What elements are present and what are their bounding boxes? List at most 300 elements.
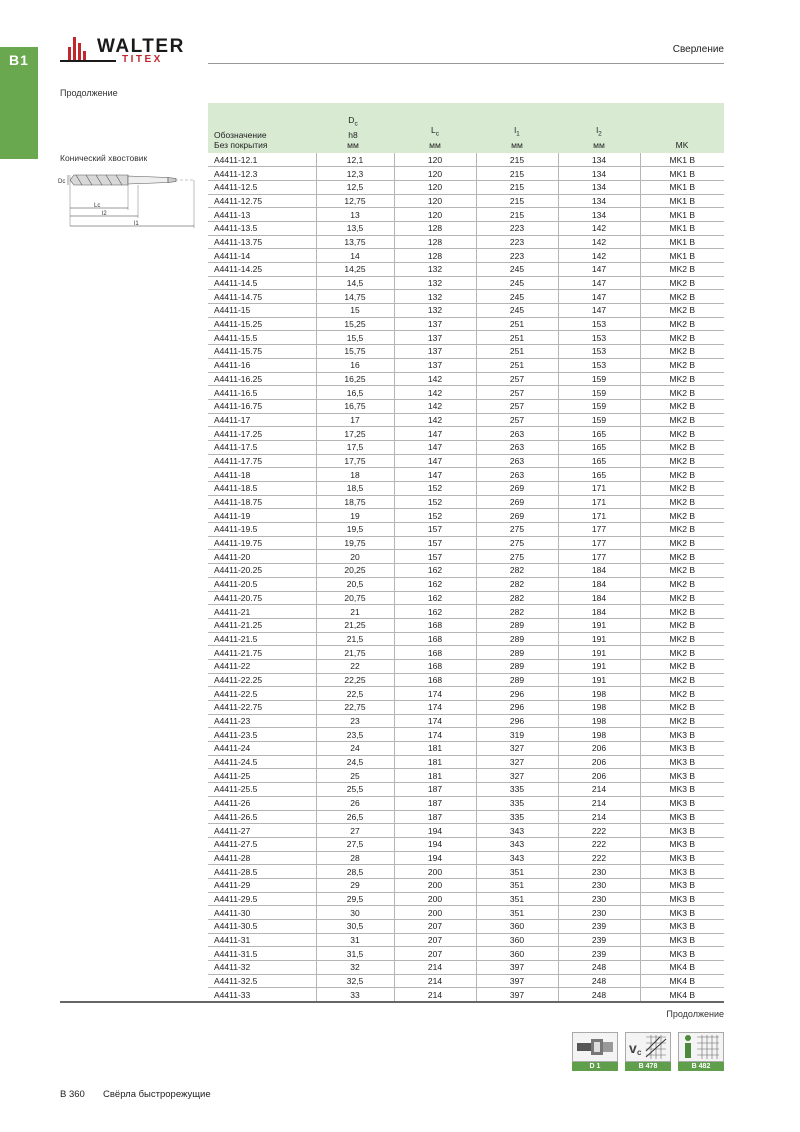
table-row — [208, 906, 724, 920]
lc-cell: 162 — [394, 564, 476, 578]
mk-cell: MK3 B — [640, 933, 724, 947]
l1-cell: 397 — [476, 974, 558, 988]
l2-cell: 147 — [558, 276, 640, 290]
mk-cell: MK3 B — [640, 824, 724, 838]
designation-cell: A4411-17.25 — [208, 427, 316, 441]
designation-cell: A4411-13.75 — [208, 235, 316, 249]
table-row — [208, 974, 724, 988]
l2-cell: 153 — [558, 345, 640, 359]
l1-cell: 335 — [476, 810, 558, 824]
l1-cell: 275 — [476, 536, 558, 550]
l2-cell: 165 — [558, 440, 640, 454]
lc-cell: 174 — [394, 701, 476, 715]
mk-cell: MK2 B — [640, 276, 724, 290]
l1-cell: 335 — [476, 796, 558, 810]
table-bottom-rule — [60, 1001, 724, 1003]
lc-cell: 168 — [394, 618, 476, 632]
designation-cell: A4411-27 — [208, 824, 316, 838]
mk-cell: MK2 B — [640, 618, 724, 632]
table-row — [208, 783, 724, 797]
l1-cell: 289 — [476, 618, 558, 632]
ref-info[interactable] — [678, 1032, 724, 1071]
designation-cell: A4411-12.1 — [208, 153, 316, 167]
lc-cell: 147 — [394, 440, 476, 454]
l2-cell: 142 — [558, 235, 640, 249]
designation-cell: A4411-19 — [208, 509, 316, 523]
mk-cell: MK2 B — [640, 468, 724, 482]
designation-cell: A4411-24.5 — [208, 755, 316, 769]
l2-cell: 134 — [558, 194, 640, 208]
designation-cell: A4411-31.5 — [208, 947, 316, 961]
dc-cell: 15,75 — [316, 345, 394, 359]
designation-cell: A4411-20 — [208, 550, 316, 564]
table-row — [208, 769, 724, 783]
l2-cell: 159 — [558, 399, 640, 413]
designation-cell: A4411-15.25 — [208, 317, 316, 331]
table-row — [208, 892, 724, 906]
l1-cell: 245 — [476, 304, 558, 318]
mk-cell: MK2 B — [640, 440, 724, 454]
mk-cell: MK3 B — [640, 892, 724, 906]
l1-cell: 215 — [476, 167, 558, 181]
designation-cell: A4411-28.5 — [208, 865, 316, 879]
page-number: B 360 — [60, 1089, 85, 1100]
designation-cell: A4411-31 — [208, 933, 316, 947]
ref-cutting-speed[interactable] — [625, 1032, 671, 1071]
l2-cell: 153 — [558, 331, 640, 345]
dc-cell: 17,25 — [316, 427, 394, 441]
designation-cell: A4411-22.75 — [208, 701, 316, 715]
lc-cell: 194 — [394, 837, 476, 851]
dc-cell: 22 — [316, 659, 394, 673]
designation-cell: A4411-14.5 — [208, 276, 316, 290]
lc-cell: 128 — [394, 249, 476, 263]
l2-cell: 177 — [558, 536, 640, 550]
mk-cell: MK1 B — [640, 221, 724, 235]
mk-cell: MK3 B — [640, 728, 724, 742]
table-row — [208, 276, 724, 290]
l2-cell: 222 — [558, 837, 640, 851]
diagram-l1-label: l1 — [134, 221, 139, 227]
lc-cell: 174 — [394, 714, 476, 728]
table-row — [208, 536, 724, 550]
table-row — [208, 372, 724, 386]
dc-cell: 20,5 — [316, 577, 394, 591]
lc-cell: 152 — [394, 495, 476, 509]
l2-cell: 230 — [558, 892, 640, 906]
l1-cell: 275 — [476, 523, 558, 537]
dc-cell: 21,25 — [316, 618, 394, 632]
l2-cell: 184 — [558, 591, 640, 605]
l2-cell: 171 — [558, 482, 640, 496]
table-row — [208, 755, 724, 769]
ref-chuck[interactable] — [572, 1032, 618, 1071]
dc-cell: 18 — [316, 468, 394, 482]
l1-cell: 343 — [476, 824, 558, 838]
dc-cell: 16,75 — [316, 399, 394, 413]
table-row — [208, 249, 724, 263]
lc-cell: 174 — [394, 687, 476, 701]
lc-cell: 168 — [394, 632, 476, 646]
dc-cell: 21,5 — [316, 632, 394, 646]
table-row — [208, 796, 724, 810]
dc-cell: 20,75 — [316, 591, 394, 605]
designation-cell: A4411-23 — [208, 714, 316, 728]
dc-cell: 28 — [316, 851, 394, 865]
designation-cell: A4411-12.75 — [208, 194, 316, 208]
dc-cell: 14,75 — [316, 290, 394, 304]
mk-cell: MK2 B — [640, 413, 724, 427]
dc-cell: 32,5 — [316, 974, 394, 988]
lc-cell: 207 — [394, 933, 476, 947]
l2-cell: 165 — [558, 427, 640, 441]
mk-cell: MK2 B — [640, 646, 724, 660]
table-row — [208, 153, 724, 167]
l2-cell: 206 — [558, 769, 640, 783]
designation-cell: A4411-16 — [208, 358, 316, 372]
lc-cell: 157 — [394, 550, 476, 564]
l2-cell: 191 — [558, 673, 640, 687]
lc-cell: 181 — [394, 769, 476, 783]
l2-cell: 239 — [558, 947, 640, 961]
l2-cell: 198 — [558, 714, 640, 728]
designation-cell: A4411-20.5 — [208, 577, 316, 591]
lc-cell: 187 — [394, 783, 476, 797]
table-row — [208, 454, 724, 468]
lc-cell: 128 — [394, 235, 476, 249]
dc-cell: 14,5 — [316, 276, 394, 290]
table-row — [208, 605, 724, 619]
lc-cell: 181 — [394, 742, 476, 756]
l2-cell: 198 — [558, 701, 640, 715]
drill-spec-table — [208, 153, 724, 1002]
table-row — [208, 180, 724, 194]
mk-cell: MK1 B — [640, 153, 724, 167]
l2-cell: 134 — [558, 180, 640, 194]
l2-cell: 230 — [558, 878, 640, 892]
designation-cell: A4411-13.5 — [208, 221, 316, 235]
dc-cell: 23 — [316, 714, 394, 728]
lc-cell: 214 — [394, 974, 476, 988]
table-row — [208, 495, 724, 509]
l2-cell: 177 — [558, 550, 640, 564]
table-row — [208, 701, 724, 715]
mk-cell: MK3 B — [640, 906, 724, 920]
dc-cell: 25 — [316, 769, 394, 783]
dc-cell: 12,1 — [316, 153, 394, 167]
lc-cell: 162 — [394, 577, 476, 591]
lc-cell: 162 — [394, 591, 476, 605]
l1-cell: 223 — [476, 249, 558, 263]
diagram-dc-label: Dc — [58, 179, 66, 185]
lc-cell: 187 — [394, 810, 476, 824]
dc-cell: 21,75 — [316, 646, 394, 660]
l1-cell: 263 — [476, 454, 558, 468]
designation-cell: A4411-16.25 — [208, 372, 316, 386]
l1-cell: 215 — [476, 208, 558, 222]
l2-cell: 147 — [558, 304, 640, 318]
l1-cell: 245 — [476, 276, 558, 290]
dc-cell: 24 — [316, 742, 394, 756]
l1-cell: 397 — [476, 988, 558, 1002]
lc-cell: 207 — [394, 947, 476, 961]
lc-cell: 214 — [394, 988, 476, 1002]
mk-cell: MK2 B — [640, 372, 724, 386]
section-tab-label: B1 — [9, 52, 29, 68]
dc-cell: 21 — [316, 605, 394, 619]
designation-cell: A4411-21.5 — [208, 632, 316, 646]
designation-cell: A4411-33 — [208, 988, 316, 1002]
l1-cell: 263 — [476, 427, 558, 441]
dc-cell: 14 — [316, 249, 394, 263]
designation-cell: A4411-16.5 — [208, 386, 316, 400]
l1-cell: 223 — [476, 221, 558, 235]
lc-cell: 137 — [394, 358, 476, 372]
dc-cell: 26,5 — [316, 810, 394, 824]
mk-cell: MK2 B — [640, 687, 724, 701]
l1-cell: 351 — [476, 892, 558, 906]
dc-cell: 25,5 — [316, 783, 394, 797]
lc-cell: 181 — [394, 755, 476, 769]
table-row — [208, 865, 724, 879]
walter-titex-logo — [60, 33, 200, 69]
table-row — [208, 263, 724, 277]
dc-cell: 29 — [316, 878, 394, 892]
dc-cell: 22,25 — [316, 673, 394, 687]
l1-cell: 360 — [476, 947, 558, 961]
lc-cell: 207 — [394, 920, 476, 934]
l2-cell: 214 — [558, 810, 640, 824]
l1-cell: 327 — [476, 769, 558, 783]
designation-cell: A4411-18 — [208, 468, 316, 482]
l2-cell: 248 — [558, 988, 640, 1002]
mk-cell: MK2 B — [640, 345, 724, 359]
l1-cell: 360 — [476, 920, 558, 934]
mk-cell: MK3 B — [640, 837, 724, 851]
dc-cell: 17,75 — [316, 454, 394, 468]
designation-cell: A4411-28 — [208, 851, 316, 865]
l2-cell: 191 — [558, 618, 640, 632]
info-icon — [678, 1032, 724, 1062]
table-row — [208, 646, 724, 660]
ref-chuck-label: D 1 — [572, 1062, 618, 1071]
mk-cell: MK2 B — [640, 605, 724, 619]
designation-cell: A4411-26.5 — [208, 810, 316, 824]
mk-cell: MK3 B — [640, 865, 724, 879]
mk-cell: MK2 B — [640, 632, 724, 646]
dc-cell: 15,5 — [316, 331, 394, 345]
designation-cell: A4411-18.5 — [208, 482, 316, 496]
l1-cell: 289 — [476, 659, 558, 673]
dc-cell: 19,75 — [316, 536, 394, 550]
designation-cell: A4411-15 — [208, 304, 316, 318]
l2-cell: 134 — [558, 153, 640, 167]
table-row — [208, 673, 724, 687]
lc-cell: 120 — [394, 180, 476, 194]
lc-cell: 174 — [394, 728, 476, 742]
l2-cell: 184 — [558, 577, 640, 591]
l2-cell: 165 — [558, 468, 640, 482]
chapter-title: Сверление — [672, 44, 724, 55]
table-row — [208, 208, 724, 222]
table-row — [208, 618, 724, 632]
mk-cell: MK1 B — [640, 249, 724, 263]
l2-cell: 206 — [558, 755, 640, 769]
lc-cell: 132 — [394, 304, 476, 318]
l1-cell: 335 — [476, 783, 558, 797]
table-row — [208, 742, 724, 756]
lc-cell: 137 — [394, 317, 476, 331]
designation-cell: A4411-29 — [208, 878, 316, 892]
table-row — [208, 482, 724, 496]
header-mk: MK — [675, 140, 689, 150]
l2-cell: 191 — [558, 632, 640, 646]
mk-cell: MK1 B — [640, 208, 724, 222]
dc-cell: 12,5 — [316, 180, 394, 194]
table-row — [208, 550, 724, 564]
lc-cell: 152 — [394, 509, 476, 523]
designation-cell: A4411-22.5 — [208, 687, 316, 701]
mk-cell: MK2 B — [640, 536, 724, 550]
lc-cell: 137 — [394, 331, 476, 345]
l1-cell: 289 — [476, 646, 558, 660]
l2-cell: 153 — [558, 358, 640, 372]
l2-cell: 191 — [558, 659, 640, 673]
l1-cell: 269 — [476, 509, 558, 523]
mk-cell: MK3 B — [640, 796, 724, 810]
mk-cell: MK2 B — [640, 482, 724, 496]
lc-cell: 120 — [394, 194, 476, 208]
header-l1: $l_1$ мм — [511, 125, 523, 150]
mk-cell: MK2 B — [640, 591, 724, 605]
table-row — [208, 331, 724, 345]
l2-cell: 191 — [558, 646, 640, 660]
dc-cell: 19 — [316, 509, 394, 523]
designation-cell: A4411-24 — [208, 742, 316, 756]
lc-cell: 132 — [394, 276, 476, 290]
footer-title: Свёрла быстрорежущие — [103, 1089, 211, 1100]
mk-cell: MK3 B — [640, 755, 724, 769]
mk-cell: MK3 B — [640, 947, 724, 961]
l2-cell: 142 — [558, 249, 640, 263]
lc-cell: 120 — [394, 153, 476, 167]
dc-cell: 30 — [316, 906, 394, 920]
taper-shank-drill-diagram — [58, 168, 198, 240]
lc-cell: 142 — [394, 413, 476, 427]
l2-cell: 222 — [558, 824, 640, 838]
designation-cell: A4411-14.75 — [208, 290, 316, 304]
table-row — [208, 358, 724, 372]
designation-cell: A4411-21.75 — [208, 646, 316, 660]
designation-cell: A4411-25.5 — [208, 783, 316, 797]
dc-cell: 27,5 — [316, 837, 394, 851]
dc-cell: 16,25 — [316, 372, 394, 386]
dc-cell: 32 — [316, 961, 394, 975]
table-row — [208, 577, 724, 591]
l1-cell: 263 — [476, 440, 558, 454]
mk-cell: MK3 B — [640, 851, 724, 865]
mk-cell: MK4 B — [640, 961, 724, 975]
mk-cell: MK2 B — [640, 564, 724, 578]
table-row — [208, 591, 724, 605]
l1-cell: 351 — [476, 865, 558, 879]
designation-cell: A4411-14 — [208, 249, 316, 263]
designation-cell: A4411-23.5 — [208, 728, 316, 742]
section-tab — [0, 47, 38, 159]
lc-cell: 187 — [394, 796, 476, 810]
table-row — [208, 961, 724, 975]
l2-cell: 177 — [558, 523, 640, 537]
designation-cell: A4411-15.5 — [208, 331, 316, 345]
table-row — [208, 687, 724, 701]
diagram-lc-label: Lc — [94, 203, 101, 209]
l2-cell: 165 — [558, 454, 640, 468]
lc-cell: 120 — [394, 167, 476, 181]
dc-cell: 28,5 — [316, 865, 394, 879]
table-row — [208, 947, 724, 961]
header-l2: $l_2$ мм — [593, 125, 605, 150]
l2-cell: 248 — [558, 974, 640, 988]
mk-cell: MK2 B — [640, 290, 724, 304]
lc-cell: 162 — [394, 605, 476, 619]
table-row — [208, 851, 724, 865]
lc-cell: 157 — [394, 523, 476, 537]
l1-cell: 282 — [476, 577, 558, 591]
logo-word-sub: TITEX — [122, 54, 163, 65]
table-row — [208, 386, 724, 400]
table-row — [208, 810, 724, 824]
dc-cell: 24,5 — [316, 755, 394, 769]
mk-cell: MK1 B — [640, 167, 724, 181]
lc-cell: 194 — [394, 824, 476, 838]
table-row — [208, 304, 724, 318]
dc-cell: 13,75 — [316, 235, 394, 249]
l1-cell: 289 — [476, 673, 558, 687]
table-row — [208, 933, 724, 947]
l1-cell: 282 — [476, 605, 558, 619]
mk-cell: MK3 B — [640, 878, 724, 892]
l2-cell: 214 — [558, 796, 640, 810]
dc-cell: 27 — [316, 824, 394, 838]
designation-cell: A4411-32 — [208, 961, 316, 975]
l1-cell: 263 — [476, 468, 558, 482]
table-row — [208, 523, 724, 537]
l2-cell: 198 — [558, 687, 640, 701]
mk-cell: MK2 B — [640, 509, 724, 523]
l1-cell: 327 — [476, 755, 558, 769]
designation-cell: A4411-19.75 — [208, 536, 316, 550]
l1-cell: 269 — [476, 482, 558, 496]
l2-cell: 239 — [558, 933, 640, 947]
table-row — [208, 824, 724, 838]
table-row — [208, 564, 724, 578]
dc-cell: 19,5 — [316, 523, 394, 537]
lc-cell: 200 — [394, 892, 476, 906]
table-row — [208, 167, 724, 181]
dc-cell: 22,5 — [316, 687, 394, 701]
dc-cell: 23,5 — [316, 728, 394, 742]
l2-cell: 198 — [558, 728, 640, 742]
designation-cell: A4411-32.5 — [208, 974, 316, 988]
l1-cell: 257 — [476, 372, 558, 386]
designation-cell: A4411-29.5 — [208, 892, 316, 906]
l1-cell: 215 — [476, 194, 558, 208]
lc-cell: 200 — [394, 878, 476, 892]
l2-cell: 134 — [558, 167, 640, 181]
dc-cell: 17,5 — [316, 440, 394, 454]
table-row — [208, 290, 724, 304]
lc-cell: 168 — [394, 659, 476, 673]
